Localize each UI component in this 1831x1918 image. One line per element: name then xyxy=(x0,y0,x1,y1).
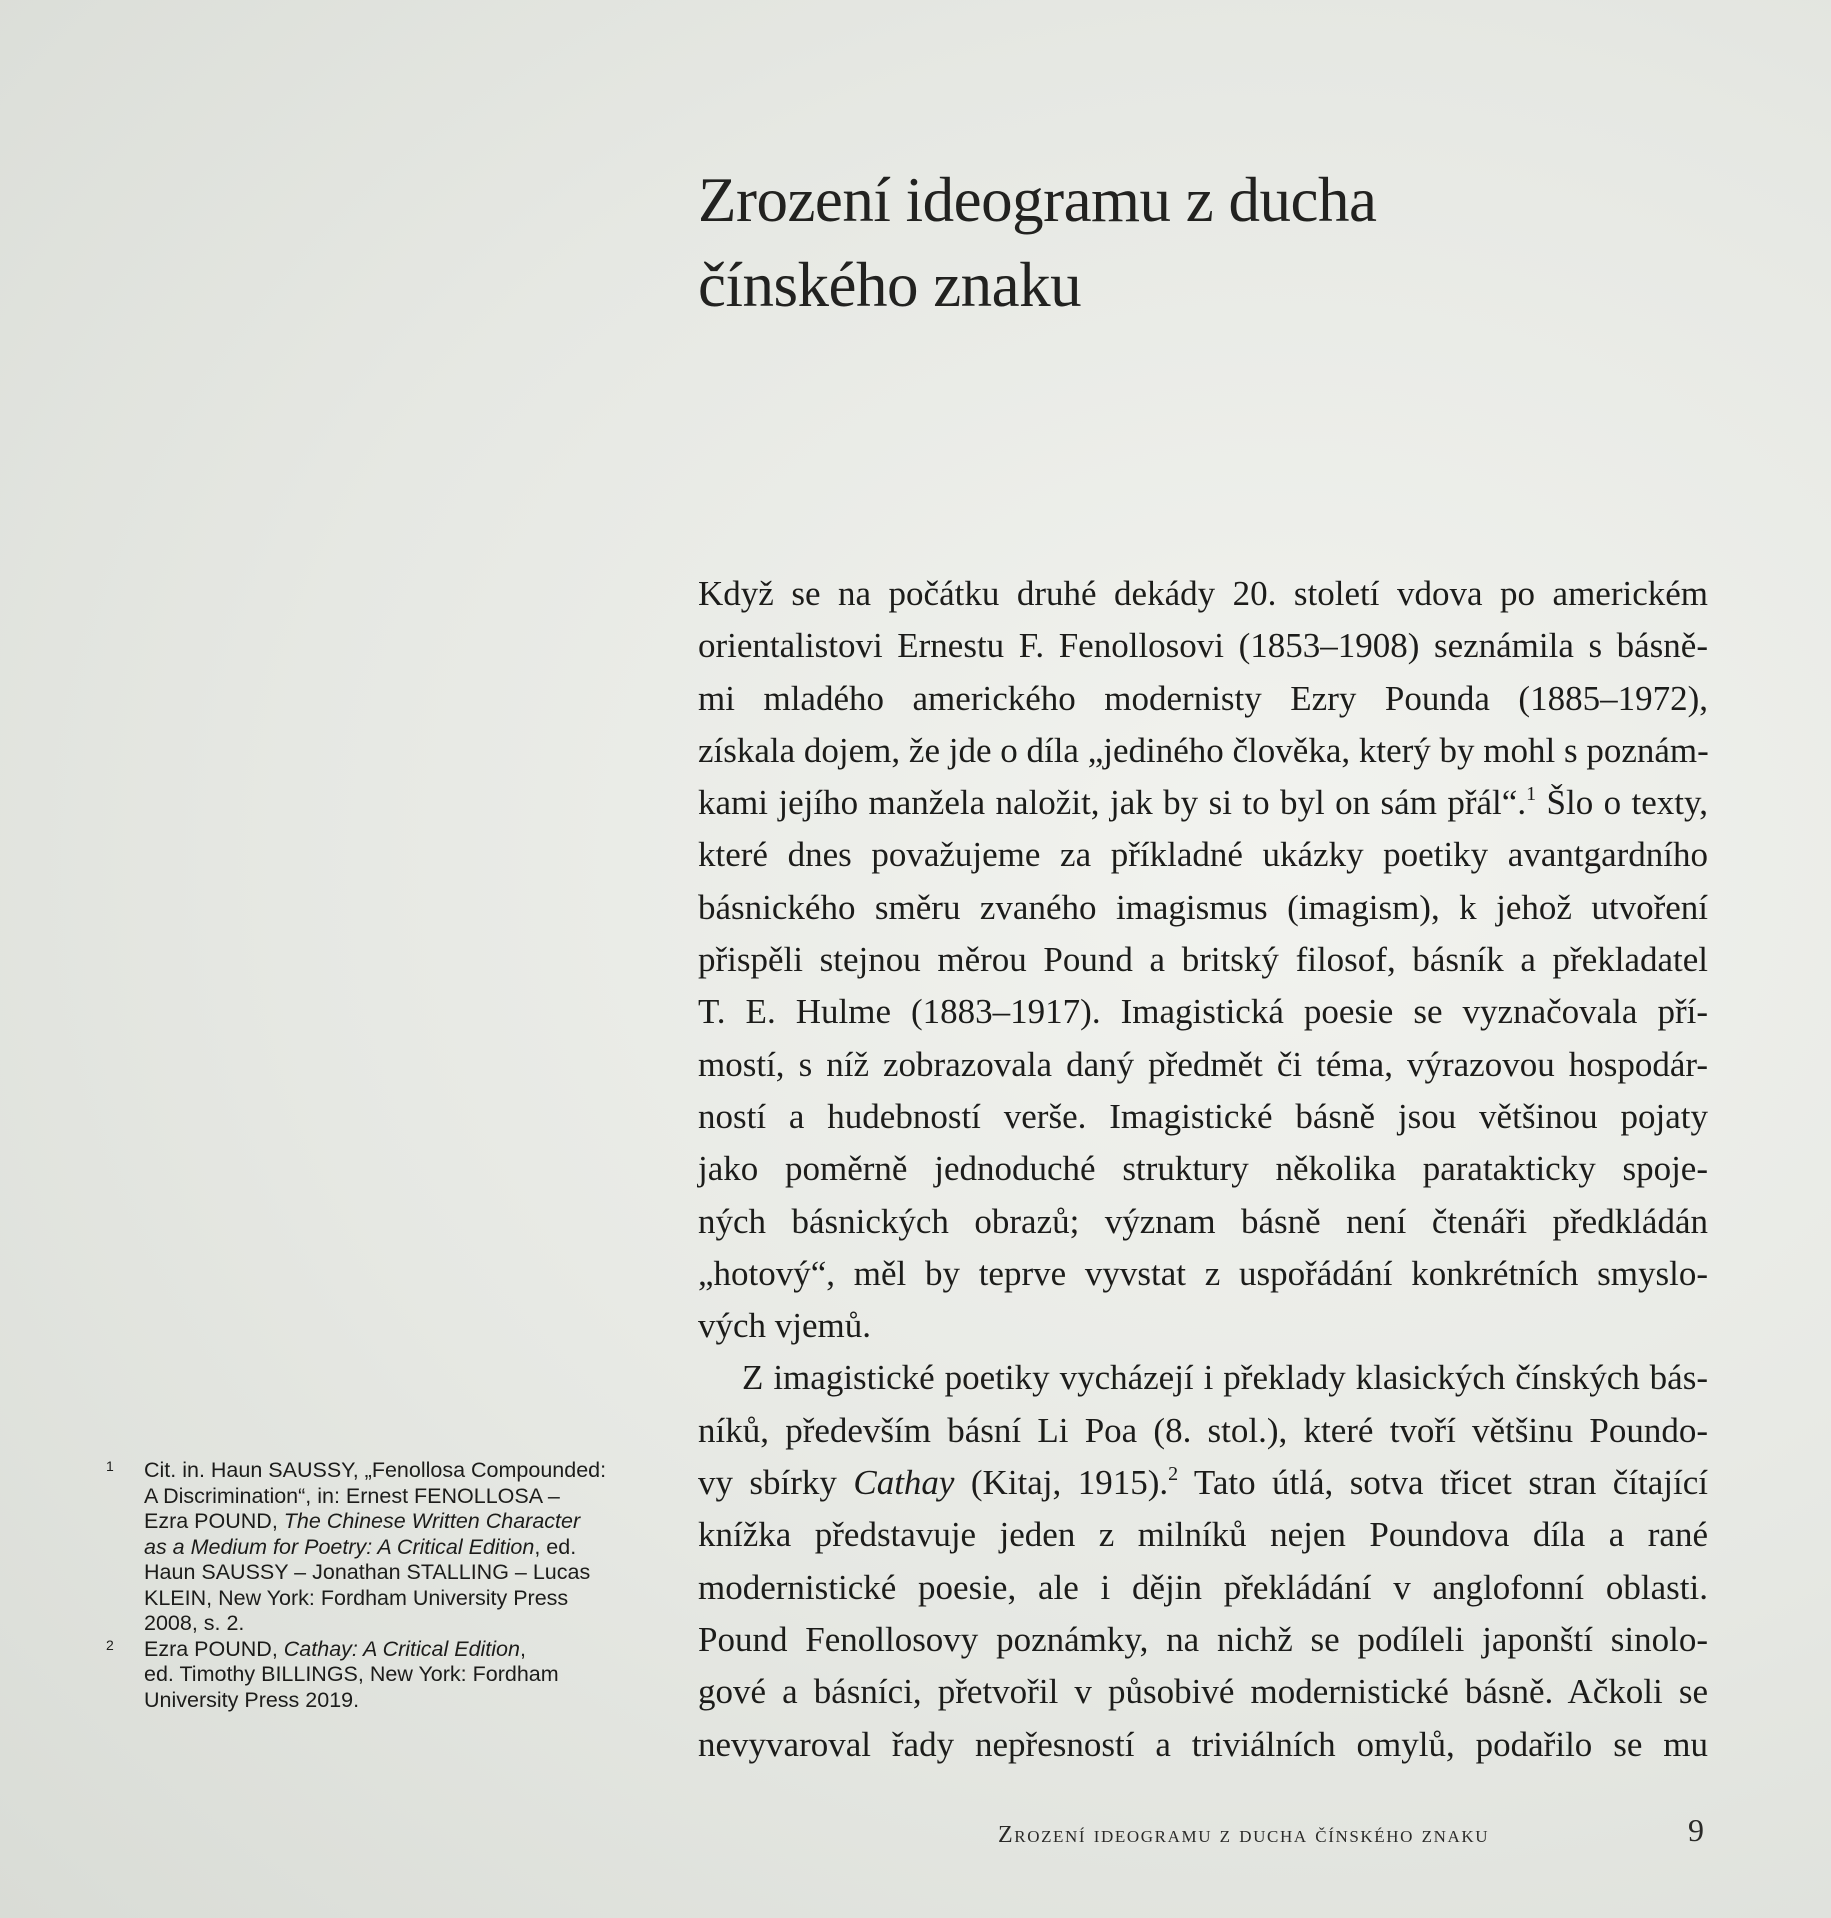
text-line: „hotový“, měl by teprve vyvstat z uspořádání konkrétních smyslo- xyxy=(698,1253,1708,1293)
footnote-title: as a Medium for Poetry: A Critical Edition xyxy=(144,1534,535,1559)
text-line: níků, především básní Li Poa (8. stol.), které tvoří většinu Poundo- xyxy=(698,1410,1708,1450)
footnote-number: 2 xyxy=(106,1636,114,1653)
page-number: 9 xyxy=(1688,1812,1704,1848)
footnote-line: A Discrimination“, in: Ernest FENOLLOSA – xyxy=(144,1483,560,1508)
footnote-ref: 2 xyxy=(1168,1463,1179,1486)
footnote-segment: Ezra POUND, xyxy=(144,1636,284,1661)
paragraph-2 xyxy=(698,1352,1708,1770)
text-line: ností a hudebností verše. Imagistické básně jsou většinou pojaty xyxy=(698,1096,1708,1136)
book-title: Cathay xyxy=(853,1463,955,1503)
footnote-ref: 1 xyxy=(1526,783,1537,806)
text-line: mostí, s níž zobrazovala daný předmět či téma, výrazovou hospodár- xyxy=(698,1044,1708,1084)
footnote-segment: , ed. xyxy=(534,1534,577,1559)
chapter-title-line: čínského znaku xyxy=(698,250,1082,320)
text-line: které dnes považujeme za příkladné ukázky poetiky avantgardního xyxy=(698,835,1708,875)
footnote-line: 2008, s. 2. xyxy=(144,1611,245,1635)
footnote-line: University Press 2019. xyxy=(144,1687,360,1712)
paragraph-1 xyxy=(698,568,1708,1352)
text-line: Když se na počátku druhé dekády 20. století vdova po americkém xyxy=(698,574,1708,613)
text-segment: kami jejího manžela naložit, jak by si to byl on sám přál“. xyxy=(698,783,1527,823)
text-line: modernistické poesie, ale i dějin překládání v anglofonní oblasti. xyxy=(698,1567,1708,1607)
chapter-title xyxy=(698,158,1458,328)
text-segment: Tato útlá, sotva třicet stran čítající xyxy=(1178,1463,1709,1503)
text-line: orientalistovi Ernestu F. Fenollosovi (1853–1908) seznámila s básně- xyxy=(698,626,1708,666)
text-line: Z imagistické poetiky vycházejí i překlady klasických čínských bás- xyxy=(742,1358,1708,1398)
text-line: nevyvaroval řady nepřesností a triviálních omylů, podařilo se mu xyxy=(698,1724,1708,1764)
text-segment: vy sbírky xyxy=(698,1463,854,1503)
running-head: Zrození ideogramu z ducha čínského znaku xyxy=(998,1822,1490,1848)
text-line: T. E. Hulme (1883–1917). Imagistická poesie se vyznačovala pří- xyxy=(698,992,1708,1032)
text-line: básnického směru zvaného imagismus (imagism), k jehož utvoření xyxy=(698,887,1708,927)
footnote-segment: , xyxy=(519,1636,526,1661)
text-line: mi mladého amerického modernisty Ezry Pounda (1885–1972), xyxy=(698,678,1708,718)
text-line: knížka představuje jeden z milníků nejen Poundova díla a rané xyxy=(698,1515,1708,1555)
text-line xyxy=(698,777,1708,829)
footnote-line xyxy=(144,1535,666,1561)
footnote-title: The Chinese Written Character xyxy=(283,1509,581,1533)
footnote-line: KLEIN, New York: Fordham University Press xyxy=(144,1585,569,1610)
text-line: přispěli stejnou měrou Pound a britský filosof, básník a překladatel xyxy=(698,940,1708,980)
footnote-1 xyxy=(106,1458,666,1637)
footnote-line: ed. Timothy BILLINGS, New York: Fordham xyxy=(144,1662,559,1686)
text-line: ných básnických obrazů; význam básně není čtenáři předkládán xyxy=(698,1201,1708,1241)
footnote-line: Haun SAUSSY – Jonathan STALLING – Lucas xyxy=(144,1560,591,1584)
text-segment: Šlo o texty, xyxy=(1536,783,1708,823)
footnote-line xyxy=(144,1637,666,1663)
footnote-2 xyxy=(106,1637,666,1714)
footnote-segment: Ezra POUND, xyxy=(144,1509,284,1533)
text-line: jako poměrně jednoduché struktury několika paratakticky spoje- xyxy=(698,1149,1708,1189)
footnote-title: Cathay: A Critical Edition xyxy=(283,1636,520,1661)
text-segment: (Kitaj, 1915). xyxy=(954,1463,1169,1503)
footnote-line xyxy=(144,1509,666,1535)
text-line: získala dojem, že jde o díla „jediného člověka, který by mohl s poznám- xyxy=(698,730,1709,770)
footnote-number: 1 xyxy=(106,1458,114,1474)
text-line xyxy=(698,1457,1708,1509)
chapter-title-line: Zrození ideogramu z ducha xyxy=(698,165,1377,235)
text-line: gové a básníci, přetvořil v působivé modernistické básně. Ačkoli se xyxy=(698,1672,1708,1712)
body-text xyxy=(698,568,1708,1771)
text-line: vých vjemů. xyxy=(698,1306,872,1346)
footnote-line: Cit. in. Haun SAUSSY, „Fenollosa Compounded: xyxy=(144,1458,607,1482)
footnotes xyxy=(106,1458,666,1713)
text-line: Pound Fenollosovy poznámky, na nichž se podíleli japonští sinolo- xyxy=(698,1619,1708,1659)
